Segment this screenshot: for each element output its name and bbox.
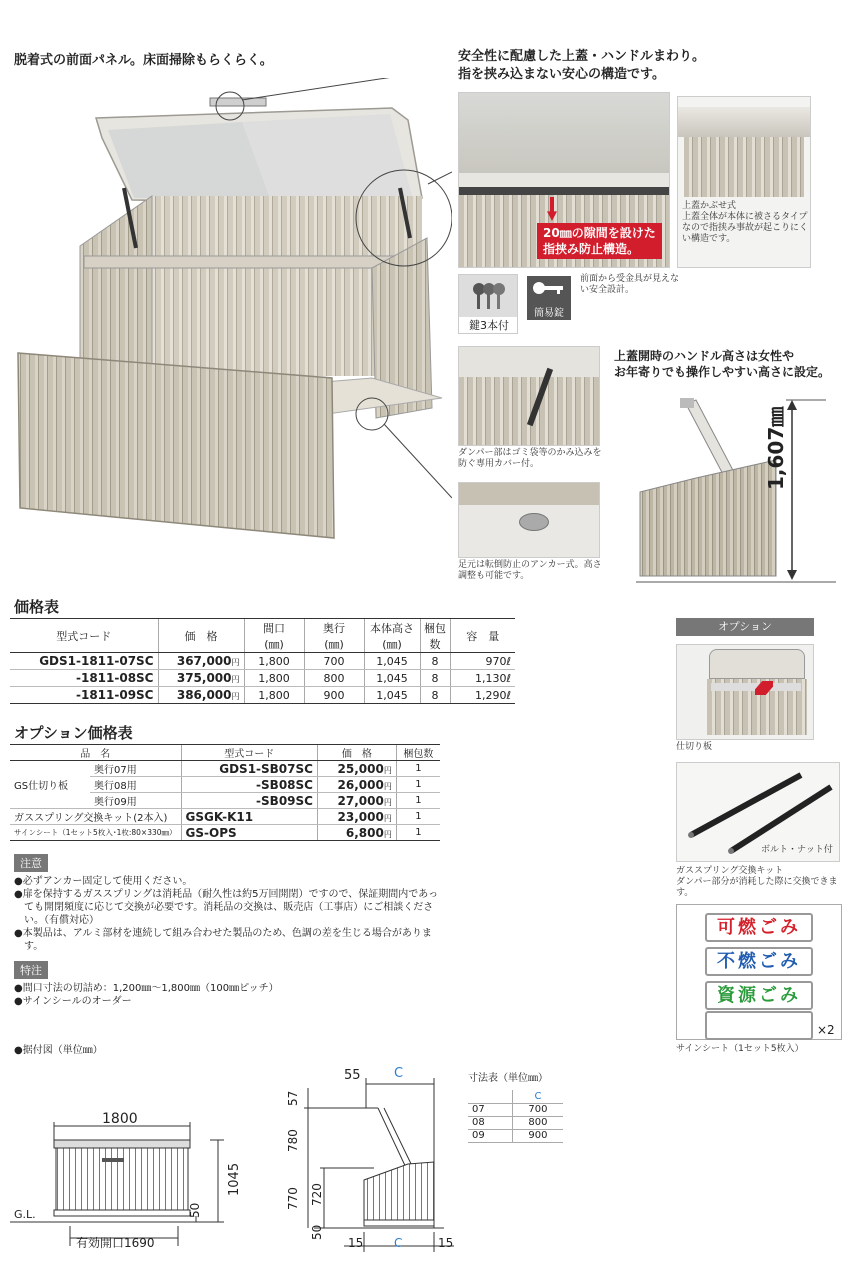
lock-photo bbox=[527, 276, 571, 320]
price-table-title: 価格表 bbox=[14, 598, 60, 616]
lock-label: 簡易錠 bbox=[534, 308, 564, 319]
option-table bbox=[10, 744, 440, 841]
gl-label: G.L. bbox=[14, 1208, 36, 1221]
col-model: 型式コード bbox=[10, 619, 158, 653]
col-width: 間口 (㎜) bbox=[244, 619, 304, 653]
dim-table bbox=[468, 1090, 563, 1143]
table-row: -1811-08SC 375,000円 1,800 800 1,045 8 1,130ℓ bbox=[10, 670, 515, 687]
sign-burnable: 可燃ごみ bbox=[705, 913, 813, 942]
special-tag: 特注 bbox=[14, 961, 48, 979]
col-price: 価 格 bbox=[158, 619, 244, 653]
safety-caption-2: 指を挟み込まない安心の構造です。 bbox=[458, 67, 665, 82]
anchor-desc: 足元は転倒防止のアンカー式。高さ調整も可能です。 bbox=[458, 560, 602, 581]
col-height: 本体高さ (㎜) bbox=[364, 619, 420, 653]
divider-photo bbox=[676, 644, 814, 740]
price-table bbox=[10, 618, 515, 704]
lid-photo bbox=[677, 96, 811, 268]
drawing-title: ●据付図（単位㎜） bbox=[14, 1045, 103, 1056]
key-label: 鍵3本付 bbox=[459, 317, 518, 333]
side-50-label: 50 bbox=[310, 1224, 324, 1240]
sign-caption: サインシート（1セット5枚入） bbox=[676, 1044, 804, 1054]
side-780-label: 780 bbox=[286, 1129, 300, 1152]
caution-tag: 注意 bbox=[14, 854, 48, 872]
sign-nonburnable: 不燃ごみ bbox=[705, 947, 813, 976]
col-opt-pack: 梱包数 bbox=[396, 745, 440, 761]
table-row: GDS1-1811-07SC 367,000円 1,800 700 1,045 8 970ℓ bbox=[10, 653, 515, 670]
lid-desc: 上蓋全体が本体に被さるタイプなので指挟み事故が起こりにくい構造です。 bbox=[682, 212, 809, 244]
front-height-label: 1045 bbox=[227, 1162, 242, 1196]
caution-1: ●必ずアンカー固定して使用ください。 bbox=[14, 876, 193, 887]
group-name: GS仕切り板 bbox=[10, 761, 90, 809]
table-row: ガススプリング交換キット(2本入) GSGK-K11 23,000円 1 bbox=[10, 809, 440, 825]
divider-caption: 仕切り板 bbox=[676, 742, 713, 752]
gap-closeup-photo bbox=[458, 92, 670, 268]
side-770-label: 770 bbox=[286, 1187, 300, 1210]
handle-height-label: 1,607㎜ bbox=[764, 406, 788, 490]
side-720-label: 720 bbox=[310, 1183, 324, 1206]
spring-caption: ガススプリング交換キット ダンパー部分が消耗した際に交換できます。 bbox=[676, 866, 838, 898]
caution-3: ●本製品は、アルミ部材を連続して組み合わせた製品のため、色調の差を生じる場合があります。 bbox=[14, 928, 432, 952]
notes-section bbox=[14, 852, 446, 1008]
front-width-label: 1800 bbox=[102, 1111, 138, 1127]
special-1: ●間口寸法の切詰め：1,200㎜～1,800㎜（100㎜ピッチ） bbox=[14, 983, 279, 994]
col-opt-price: 価 格 bbox=[317, 745, 396, 761]
sign-sheet-panel bbox=[676, 904, 842, 1040]
main-product-illustration bbox=[12, 78, 452, 548]
key-icon bbox=[469, 281, 509, 311]
gap-label-2: 指挟み防止構造。 bbox=[543, 242, 640, 256]
sign-recyclable: 資源ごみ bbox=[705, 981, 813, 1010]
side-15a-label: 15 bbox=[348, 1236, 364, 1250]
lock-desc: 前面から受金具が見えない安全設計。 bbox=[580, 274, 680, 295]
col-item: 品 名 bbox=[10, 745, 181, 761]
table-row: 07 700 bbox=[468, 1103, 563, 1116]
sign-blank bbox=[705, 1011, 813, 1040]
table-row: 09 900 bbox=[468, 1129, 563, 1142]
handle-height-illustration bbox=[636, 390, 836, 586]
safety-caption-1: 安全性に配慮した上蓋・ハンドルまわり。 bbox=[458, 49, 706, 64]
lock-key-icon bbox=[527, 276, 571, 300]
options-header: オプション bbox=[676, 618, 814, 636]
table-row: 奥行08用 -SB08SC 26,000円 1 bbox=[10, 777, 440, 793]
damper-desc: ダンパー部はゴミ袋等のかみ込みを防ぐ専用カバー付。 bbox=[458, 448, 602, 469]
table-row: -1811-09SC 386,000円 1,800 900 1,045 8 1,290ℓ bbox=[10, 687, 515, 704]
opening-label: 有効開口1690 bbox=[76, 1236, 155, 1250]
caution-2: ●扉を保持するガススプリングは消耗品（耐久性は約5万回開閉）ですので、保証期間内であっても開閉頻度に応じて交換が必要です。消耗品の交換は、販売店（工事店）にご相談ください。（有償対応） bbox=[14, 889, 439, 926]
table-row: GS仕切り板 奥行07用 GDS1-SB07SC 25,000円 1 bbox=[10, 761, 440, 777]
front-base-label: 50 bbox=[188, 1202, 202, 1218]
table-row: サインシート（1セット5枚入･1枚:80×330㎜） GS-OPS 6,800円 1 bbox=[10, 825, 440, 841]
special-2: ●サインシールのオーダー bbox=[14, 996, 132, 1007]
bolt-label: ボルト・ナット付 bbox=[761, 845, 833, 855]
anchor-photo bbox=[458, 482, 600, 558]
keys-photo bbox=[458, 274, 518, 334]
lid-title: 上蓋かぶせ式 bbox=[682, 201, 737, 211]
col-code: 型式コード bbox=[181, 745, 317, 761]
table-row: 08 800 bbox=[468, 1116, 563, 1129]
handle-caption-2: お年寄りでも操作しやすい高さに設定。 bbox=[614, 365, 831, 379]
col-capacity: 容 量 bbox=[450, 619, 515, 653]
gap-label-1: 20㎜の隙間を設けた bbox=[543, 226, 656, 240]
spring-photo bbox=[676, 762, 840, 862]
side-c-bottom-label: C bbox=[394, 1236, 403, 1250]
side-57-label: 57 bbox=[286, 1090, 300, 1106]
option-table-title: オプション価格表 bbox=[14, 724, 133, 742]
sign-multiplier: ×2 bbox=[817, 1023, 835, 1037]
table-row: 奥行09用 -SB09SC 27,000円 1 bbox=[10, 793, 440, 809]
dim-table-title: 寸法表（単位㎜） bbox=[468, 1073, 548, 1084]
table-row: C bbox=[468, 1090, 563, 1103]
side-55-label: 55 bbox=[344, 1068, 361, 1083]
col-pack: 梱包 数 bbox=[420, 619, 450, 653]
damper-photo bbox=[458, 346, 600, 446]
col-depth: 奥行 (㎜) bbox=[304, 619, 364, 653]
side-15b-label: 15 bbox=[438, 1236, 454, 1250]
panel-caption: 脱着式の前面パネル。床面掃除もらくらく。 bbox=[14, 53, 273, 68]
side-c-label: C bbox=[394, 1066, 404, 1081]
handle-caption-1: 上蓋開時のハンドル高さは女性や bbox=[614, 349, 795, 363]
